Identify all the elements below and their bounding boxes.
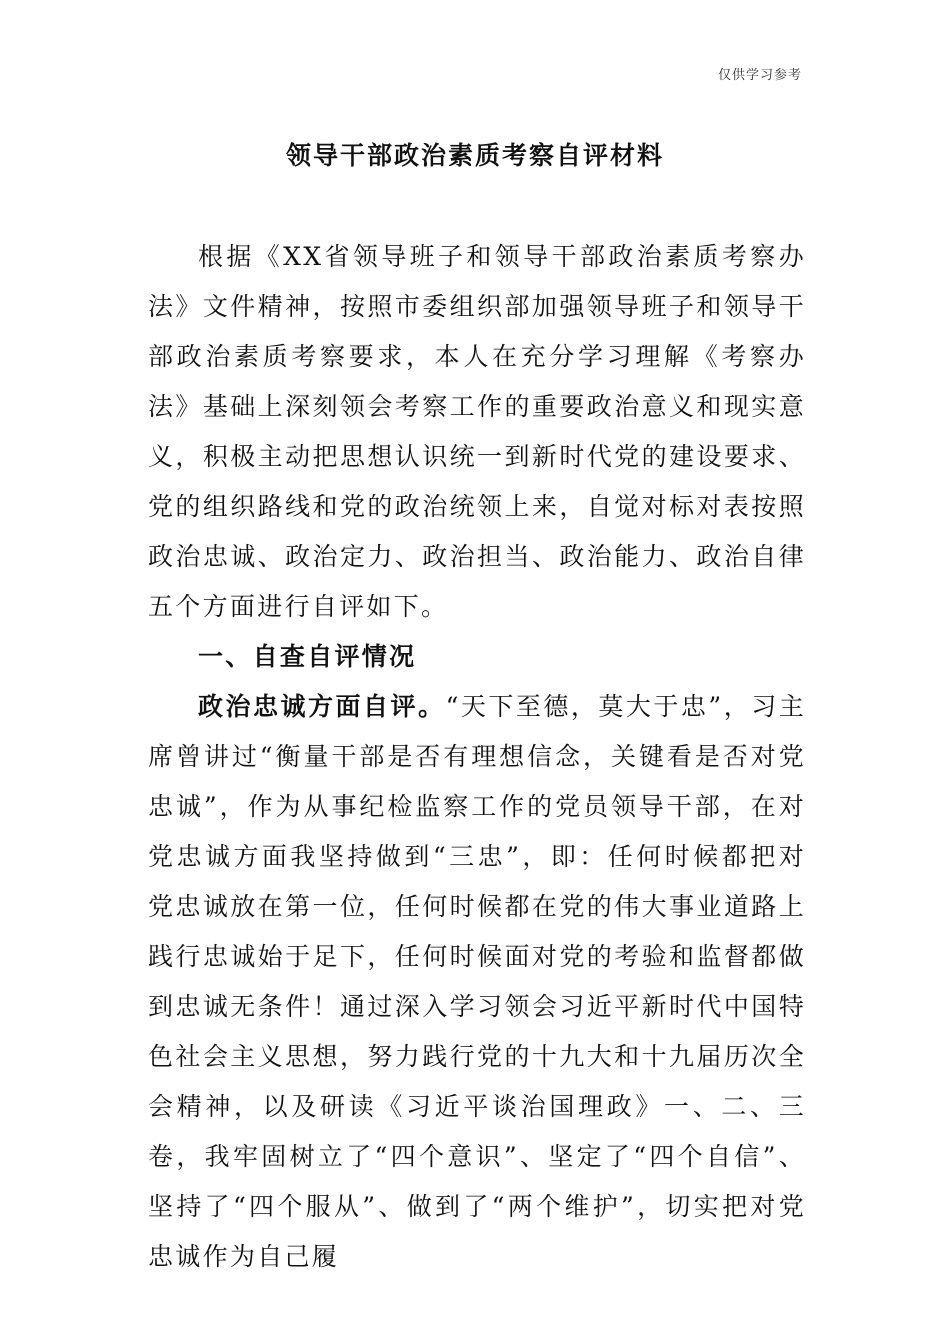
paragraph-body: “天下至德，莫大于忠”，习主席曾讲过“衡量干部是否有理想信念，关键看是否对党忠诚”，作为从事纪检监察工作的党员领导干部，在对党忠诚方面我坚持做到“三忠”，即：任何时候都把对党忠诚放在第一位，任何时候都在党的伟大事业道路上践行忠诚始于足下，任何时候面对党的考验和监督都做到忠诚无条件！通过深入学习领会习近平新时代中国特色社会主义思想，努力践行党的十九大和十九届历次全会精神，以及研读《习近平谈治国理政》一、二、三卷，我牢固树立了“四个意识”、坚定了“四个自信”、坚持了“四个服从”、做到了“两个维护”，切实把对党忠诚作为自己履 [148, 692, 807, 1271]
header-note: 仅供学习参考 [717, 68, 802, 83]
document-title: 领导干部政治素质考察自评材料 [285, 141, 664, 170]
loyalty-paragraph [148, 682, 806, 1282]
document-body [148, 232, 806, 1282]
section-heading: 一、自查自评情况 [198, 642, 417, 671]
intro-paragraph: 根据《XX省领导班子和领导干部政治素质考察办法》文件精神，按照市委组织部加强领导班子和领导干部政治素质考察要求，本人在充分学习理解《考察办法》基础上深刻领会考察工作的重要政治意义和现实意义，积极主动把思想认识统一到新时代党的建设要求、党的组织路线和党的政治统领上来，自觉对标对表按照政治忠诚、政治定力、政治担当、政治能力、政治自律五个方面进行自评如下。 [148, 242, 806, 621]
paragraph-lead: 政治忠诚方面自评。 [198, 692, 446, 721]
